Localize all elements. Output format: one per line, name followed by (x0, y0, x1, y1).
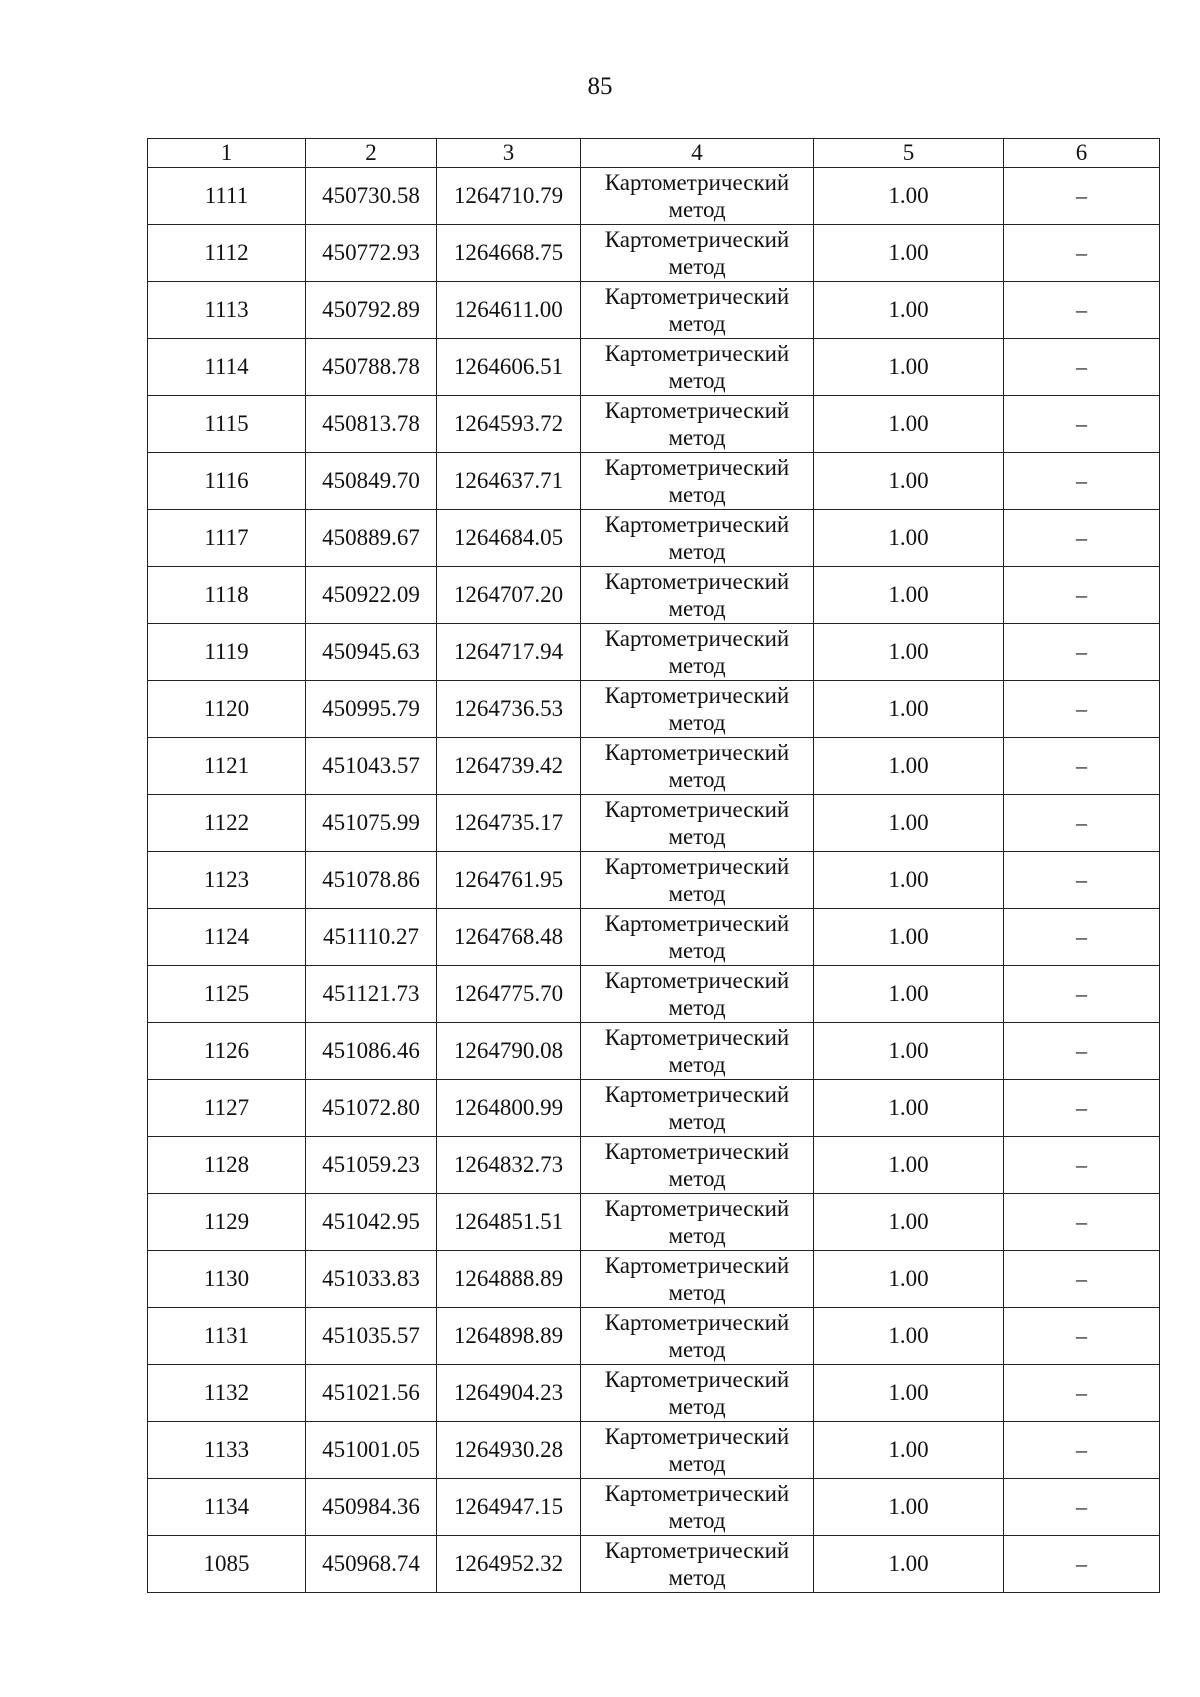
accuracy-cell: 1.00 (814, 225, 1004, 282)
table-row (148, 453, 1160, 510)
y-coordinate-cell: 1264668.75 (437, 225, 581, 282)
y-coordinate-cell: 1264832.73 (437, 1137, 581, 1194)
point-number-cell: 1116 (148, 453, 306, 510)
point-number-cell: 1122 (148, 795, 306, 852)
accuracy-cell: 1.00 (814, 1479, 1004, 1536)
x-coordinate-cell: 451033.83 (306, 1251, 437, 1308)
y-coordinate-cell: 1264775.70 (437, 966, 581, 1023)
coordinates-table (147, 138, 1160, 1593)
table-row (148, 396, 1160, 453)
note-cell: – (1004, 510, 1160, 567)
note-cell: – (1004, 1422, 1160, 1479)
method-cell: Картометрический метод (581, 681, 814, 738)
point-number-cell: 1127 (148, 1080, 306, 1137)
table-row (148, 1137, 1160, 1194)
point-number-cell: 1118 (148, 567, 306, 624)
x-coordinate-cell: 451110.27 (306, 909, 437, 966)
point-number-cell: 1115 (148, 396, 306, 453)
y-coordinate-cell: 1264888.89 (437, 1251, 581, 1308)
table-row (148, 852, 1160, 909)
note-cell: – (1004, 1194, 1160, 1251)
accuracy-cell: 1.00 (814, 396, 1004, 453)
x-coordinate-cell: 451001.05 (306, 1422, 437, 1479)
note-cell: – (1004, 624, 1160, 681)
point-number-cell: 1121 (148, 738, 306, 795)
y-coordinate-cell: 1264790.08 (437, 1023, 581, 1080)
table-row (148, 1422, 1160, 1479)
point-number-cell: 1124 (148, 909, 306, 966)
note-cell: – (1004, 1137, 1160, 1194)
method-cell: Картометрический метод (581, 624, 814, 681)
table-row (148, 738, 1160, 795)
method-cell: Картометрический метод (581, 1479, 814, 1536)
accuracy-cell: 1.00 (814, 681, 1004, 738)
x-coordinate-cell: 451075.99 (306, 795, 437, 852)
method-cell: Картометрический метод (581, 909, 814, 966)
x-coordinate-cell: 451072.80 (306, 1080, 437, 1137)
x-coordinate-cell: 450984.36 (306, 1479, 437, 1536)
point-number-cell: 1123 (148, 852, 306, 909)
y-coordinate-cell: 1264851.51 (437, 1194, 581, 1251)
method-cell: Картометрический метод (581, 1080, 814, 1137)
note-cell: – (1004, 1251, 1160, 1308)
y-coordinate-cell: 1264761.95 (437, 852, 581, 909)
note-cell: – (1004, 966, 1160, 1023)
note-cell: – (1004, 396, 1160, 453)
table-header (148, 139, 1160, 168)
note-cell: – (1004, 453, 1160, 510)
table-row (148, 1194, 1160, 1251)
point-number-cell: 1130 (148, 1251, 306, 1308)
accuracy-cell: 1.00 (814, 624, 1004, 681)
method-cell: Картометрический метод (581, 567, 814, 624)
x-coordinate-cell: 450889.67 (306, 510, 437, 567)
accuracy-cell: 1.00 (814, 339, 1004, 396)
table-row (148, 567, 1160, 624)
table-row (148, 1308, 1160, 1365)
method-cell: Картометрический метод (581, 510, 814, 567)
method-cell: Картометрический метод (581, 1536, 814, 1593)
point-number-cell: 1119 (148, 624, 306, 681)
method-cell: Картометрический метод (581, 1308, 814, 1365)
note-cell: – (1004, 1080, 1160, 1137)
x-coordinate-cell: 450772.93 (306, 225, 437, 282)
method-cell: Картометрический метод (581, 795, 814, 852)
y-coordinate-cell: 1264684.05 (437, 510, 581, 567)
table-row (148, 282, 1160, 339)
column-header: 4 (581, 139, 814, 168)
y-coordinate-cell: 1264947.15 (437, 1479, 581, 1536)
x-coordinate-cell: 451035.57 (306, 1308, 437, 1365)
y-coordinate-cell: 1264739.42 (437, 738, 581, 795)
note-cell: – (1004, 795, 1160, 852)
note-cell: – (1004, 225, 1160, 282)
method-cell: Картометрический метод (581, 453, 814, 510)
note-cell: – (1004, 168, 1160, 225)
table-row (148, 681, 1160, 738)
y-coordinate-cell: 1264735.17 (437, 795, 581, 852)
x-coordinate-cell: 451021.56 (306, 1365, 437, 1422)
accuracy-cell: 1.00 (814, 852, 1004, 909)
table-row (148, 795, 1160, 852)
point-number-cell: 1085 (148, 1536, 306, 1593)
accuracy-cell: 1.00 (814, 966, 1004, 1023)
note-cell: – (1004, 738, 1160, 795)
accuracy-cell: 1.00 (814, 1080, 1004, 1137)
table-row (148, 339, 1160, 396)
x-coordinate-cell: 450730.58 (306, 168, 437, 225)
note-cell: – (1004, 282, 1160, 339)
table-row (148, 909, 1160, 966)
method-cell: Картометрический метод (581, 168, 814, 225)
method-cell: Картометрический метод (581, 396, 814, 453)
point-number-cell: 1134 (148, 1479, 306, 1536)
method-cell: Картометрический метод (581, 339, 814, 396)
table-row (148, 510, 1160, 567)
table-row (148, 1479, 1160, 1536)
x-coordinate-cell: 450788.78 (306, 339, 437, 396)
accuracy-cell: 1.00 (814, 1251, 1004, 1308)
accuracy-cell: 1.00 (814, 510, 1004, 567)
accuracy-cell: 1.00 (814, 795, 1004, 852)
note-cell: – (1004, 909, 1160, 966)
accuracy-cell: 1.00 (814, 1137, 1004, 1194)
table-row (148, 1080, 1160, 1137)
point-number-cell: 1126 (148, 1023, 306, 1080)
method-cell: Картометрический метод (581, 1194, 814, 1251)
accuracy-cell: 1.00 (814, 1422, 1004, 1479)
y-coordinate-cell: 1264717.94 (437, 624, 581, 681)
table-body (148, 168, 1160, 1593)
y-coordinate-cell: 1264637.71 (437, 453, 581, 510)
method-cell: Картометрический метод (581, 966, 814, 1023)
point-number-cell: 1113 (148, 282, 306, 339)
point-number-cell: 1129 (148, 1194, 306, 1251)
accuracy-cell: 1.00 (814, 909, 1004, 966)
point-number-cell: 1131 (148, 1308, 306, 1365)
method-cell: Картометрический метод (581, 738, 814, 795)
accuracy-cell: 1.00 (814, 1023, 1004, 1080)
note-cell: – (1004, 681, 1160, 738)
x-coordinate-cell: 450945.63 (306, 624, 437, 681)
note-cell: – (1004, 1536, 1160, 1593)
x-coordinate-cell: 450995.79 (306, 681, 437, 738)
accuracy-cell: 1.00 (814, 282, 1004, 339)
method-cell: Картометрический метод (581, 225, 814, 282)
table-row (148, 1365, 1160, 1422)
table-row (148, 966, 1160, 1023)
note-cell: – (1004, 1479, 1160, 1536)
column-header: 6 (1004, 139, 1160, 168)
accuracy-cell: 1.00 (814, 168, 1004, 225)
point-number-cell: 1111 (148, 168, 306, 225)
point-number-cell: 1128 (148, 1137, 306, 1194)
y-coordinate-cell: 1264707.20 (437, 567, 581, 624)
x-coordinate-cell: 450922.09 (306, 567, 437, 624)
note-cell: – (1004, 1023, 1160, 1080)
x-coordinate-cell: 450792.89 (306, 282, 437, 339)
method-cell: Картометрический метод (581, 1137, 814, 1194)
method-cell: Картометрический метод (581, 1251, 814, 1308)
header-row (148, 139, 1160, 168)
method-cell: Картометрический метод (581, 1023, 814, 1080)
y-coordinate-cell: 1264606.51 (437, 339, 581, 396)
point-number-cell: 1132 (148, 1365, 306, 1422)
y-coordinate-cell: 1264768.48 (437, 909, 581, 966)
point-number-cell: 1114 (148, 339, 306, 396)
column-header: 5 (814, 139, 1004, 168)
accuracy-cell: 1.00 (814, 453, 1004, 510)
table-row (148, 624, 1160, 681)
y-coordinate-cell: 1264898.89 (437, 1308, 581, 1365)
accuracy-cell: 1.00 (814, 1365, 1004, 1422)
point-number-cell: 1117 (148, 510, 306, 567)
table-row (148, 1536, 1160, 1593)
table-row (148, 1023, 1160, 1080)
point-number-cell: 1133 (148, 1422, 306, 1479)
column-header: 1 (148, 139, 306, 168)
method-cell: Картометрический метод (581, 1365, 814, 1422)
page-number: 85 (587, 73, 613, 100)
table-row (148, 225, 1160, 282)
point-number-cell: 1120 (148, 681, 306, 738)
x-coordinate-cell: 451042.95 (306, 1194, 437, 1251)
y-coordinate-cell: 1264710.79 (437, 168, 581, 225)
x-coordinate-cell: 450849.70 (306, 453, 437, 510)
note-cell: – (1004, 339, 1160, 396)
note-cell: – (1004, 852, 1160, 909)
y-coordinate-cell: 1264952.32 (437, 1536, 581, 1593)
x-coordinate-cell: 451043.57 (306, 738, 437, 795)
note-cell: – (1004, 1365, 1160, 1422)
y-coordinate-cell: 1264611.00 (437, 282, 581, 339)
x-coordinate-cell: 451078.86 (306, 852, 437, 909)
method-cell: Картометрический метод (581, 282, 814, 339)
accuracy-cell: 1.00 (814, 1194, 1004, 1251)
accuracy-cell: 1.00 (814, 738, 1004, 795)
y-coordinate-cell: 1264736.53 (437, 681, 581, 738)
table-row (148, 1251, 1160, 1308)
point-number-cell: 1125 (148, 966, 306, 1023)
x-coordinate-cell: 450813.78 (306, 396, 437, 453)
point-number-cell: 1112 (148, 225, 306, 282)
column-header: 3 (437, 139, 581, 168)
x-coordinate-cell: 450968.74 (306, 1536, 437, 1593)
x-coordinate-cell: 451121.73 (306, 966, 437, 1023)
method-cell: Картометрический метод (581, 852, 814, 909)
y-coordinate-cell: 1264800.99 (437, 1080, 581, 1137)
accuracy-cell: 1.00 (814, 1308, 1004, 1365)
accuracy-cell: 1.00 (814, 1536, 1004, 1593)
x-coordinate-cell: 451086.46 (306, 1023, 437, 1080)
note-cell: – (1004, 567, 1160, 624)
table-row (148, 168, 1160, 225)
y-coordinate-cell: 1264904.23 (437, 1365, 581, 1422)
method-cell: Картометрический метод (581, 1422, 814, 1479)
accuracy-cell: 1.00 (814, 567, 1004, 624)
x-coordinate-cell: 451059.23 (306, 1137, 437, 1194)
y-coordinate-cell: 1264593.72 (437, 396, 581, 453)
y-coordinate-cell: 1264930.28 (437, 1422, 581, 1479)
column-header: 2 (306, 139, 437, 168)
note-cell: – (1004, 1308, 1160, 1365)
